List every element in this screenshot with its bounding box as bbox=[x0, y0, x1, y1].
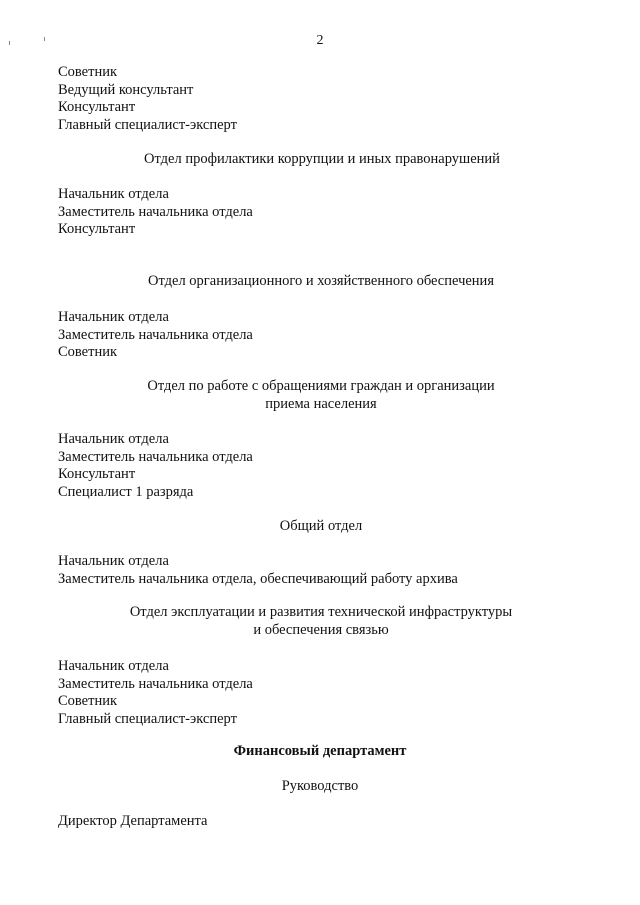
department-heading bbox=[2, 151, 640, 169]
department-heading bbox=[1, 604, 640, 639]
position-item: Начальник отдела bbox=[58, 553, 169, 569]
department-heading bbox=[1, 518, 640, 536]
heading-line: Отдел организационного и хозяйственного обеспечения bbox=[148, 273, 494, 289]
heading-line: приема населения bbox=[265, 395, 377, 412]
department-heading bbox=[1, 378, 640, 413]
heading-line: Отдел по работе с обращениями граждан и организации bbox=[147, 378, 495, 394]
position-list bbox=[58, 309, 618, 362]
position-list bbox=[58, 186, 618, 239]
heading-line: Общий отдел bbox=[279, 518, 363, 534]
position-item: Начальник отдела bbox=[58, 186, 169, 202]
position-item: Начальник отдела bbox=[58, 658, 169, 674]
position-item: Заместитель начальника отдела bbox=[58, 675, 253, 692]
position-item: Главный специалист-эксперт bbox=[58, 710, 237, 727]
scan-speck bbox=[44, 37, 45, 41]
position-item: Консультант bbox=[58, 99, 136, 115]
position-item: Заместитель начальника отдела, обеспечивающий работу архива bbox=[58, 570, 458, 587]
position-item: Ведущий консультант bbox=[58, 81, 194, 98]
position-item: Заместитель начальника отдела bbox=[58, 326, 253, 343]
position-item: Консультант bbox=[58, 221, 136, 237]
scan-speck bbox=[9, 41, 10, 45]
position-list bbox=[58, 431, 618, 501]
position-item: Консультант bbox=[58, 466, 136, 482]
heading-line: Отдел эксплуатации и развития технической инфраструктуры bbox=[129, 604, 513, 620]
position-item: Специалист 1 разряда bbox=[58, 483, 194, 500]
heading-line: Финансовый департамент bbox=[233, 743, 407, 759]
heading-line: и обеспечения связью bbox=[253, 621, 389, 638]
position-list bbox=[58, 658, 618, 728]
department-title bbox=[0, 743, 640, 761]
position-item: Советник bbox=[58, 344, 118, 360]
position-list bbox=[58, 553, 618, 588]
position-item: Начальник отдела bbox=[58, 309, 169, 325]
position-list bbox=[58, 813, 618, 831]
position-item: Советник bbox=[58, 64, 118, 80]
department-heading bbox=[1, 273, 640, 291]
heading-line: Руководство bbox=[281, 778, 359, 794]
position-list bbox=[58, 64, 618, 134]
position-item: Заместитель начальника отдела bbox=[58, 203, 253, 220]
page-number: 2 bbox=[316, 33, 324, 48]
subsection-heading bbox=[0, 778, 640, 796]
position-item: Советник bbox=[58, 693, 118, 709]
position-item: Директор Департамента bbox=[58, 813, 208, 829]
position-item: Главный специалист-эксперт bbox=[58, 116, 237, 133]
heading-line: Отдел профилактики коррупции и иных правонарушений bbox=[144, 151, 500, 167]
position-item: Начальник отдела bbox=[58, 431, 169, 447]
position-item: Заместитель начальника отдела bbox=[58, 448, 253, 465]
